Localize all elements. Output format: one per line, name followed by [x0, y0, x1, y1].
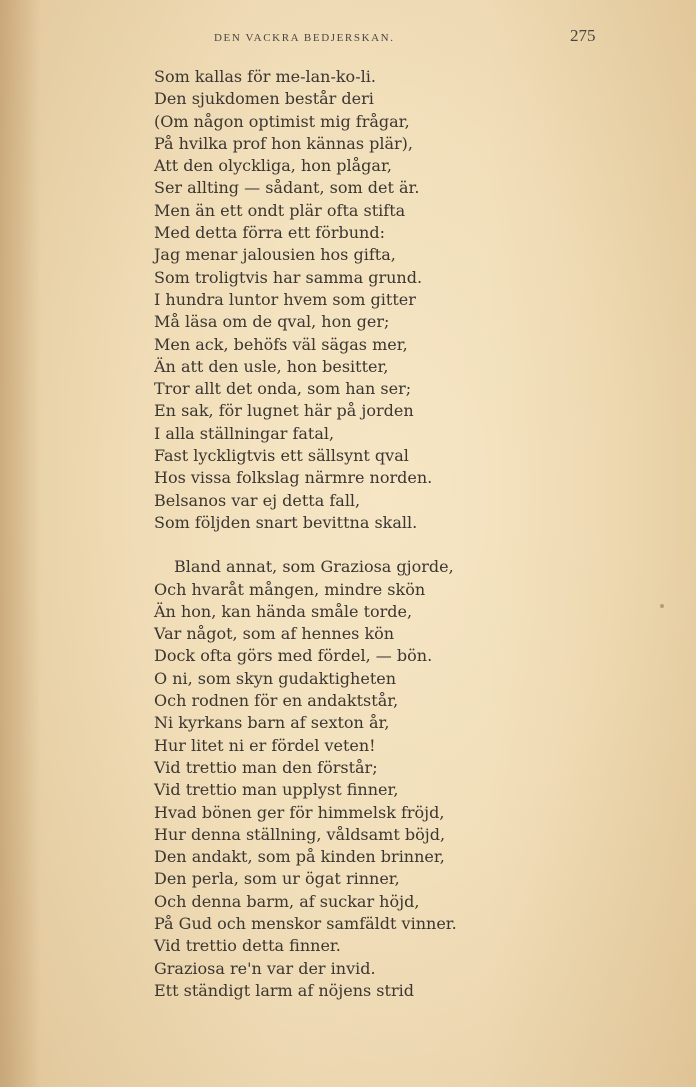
page-number: 275: [570, 26, 596, 45]
poem-line: Än hon, kan hända småle torde,: [154, 601, 413, 621]
poem-text: [154, 66, 674, 1002]
poem-line: Hur litet ni er fördel veten!: [154, 735, 376, 755]
page-header: [0, 26, 696, 50]
poem-line: Må läsa om de qval, hon ger;: [154, 312, 390, 332]
poem-line: Och rodnen för en andaktstår,: [154, 691, 399, 711]
poem-line: Som följden snart bevittna skall.: [154, 512, 418, 532]
poem-line: Vid trettio man upplyst finner,: [154, 780, 399, 800]
stanza-1: [154, 66, 674, 534]
poem-line: En sak, för lugnet här på jorden: [154, 401, 414, 421]
poem-line: Jag menar jalousien hos gifta,: [154, 245, 396, 265]
poem-line: Med detta förra ett förbund:: [154, 223, 385, 243]
poem-line: Men ack, behöfs väl sägas mer,: [154, 334, 408, 354]
poem-line: Hvad bönen ger för himmelsk fröjd,: [154, 802, 445, 822]
poem-line: Men än ett ondt plär ofta stifta: [154, 200, 406, 220]
poem-line: Belsanos var ej detta fall,: [154, 490, 361, 510]
poem-line: Att den olyckliga, hon plågar,: [154, 156, 392, 176]
poem-line: Som kallas för me-lan-ko-li.: [154, 67, 376, 86]
poem-line: Den perla, som ur ögat rinner,: [154, 869, 400, 889]
poem-line: Och denna barm, af suckar höjd,: [154, 891, 420, 911]
poem-line: I alla ställningar fatal,: [154, 423, 335, 443]
poem-line: Den andakt, som på kinden brinner,: [154, 847, 445, 867]
poem-line: Än att den usle, hon besitter,: [154, 356, 389, 376]
poem-line: Ni kyrkans barn af sexton år,: [154, 713, 390, 733]
poem-line: Fast lyckligtvis ett sällsynt qval: [154, 446, 409, 466]
poem-line: Bland annat, som Graziosa gjorde,: [174, 557, 454, 577]
poem-line: Vid trettio man den förstår;: [154, 757, 378, 777]
stanza-2: [154, 556, 674, 1002]
poem-line: Vid trettio detta finner.: [154, 936, 341, 956]
poem-line: O ni, som skyn gudaktigheten: [154, 668, 397, 688]
poem-line: Den sjukdomen består deri: [154, 89, 374, 109]
paper-speck: [660, 604, 664, 608]
poem-line: Graziosa re'n var der invid.: [154, 958, 376, 978]
poem-line: Ett ständigt larm af nöjens strid: [154, 980, 414, 1000]
poem-line: Och hvaråt mången, mindre skön: [154, 579, 426, 599]
poem-line: Dock ofta görs med fördel, — bön.: [154, 646, 433, 666]
poem-line: Ser allting — sådant, som det är.: [154, 178, 420, 198]
poem-line: (Om någon optimist mig frågar,: [154, 111, 410, 131]
poem-line: På Gud och menskor samfäldt vinner.: [154, 913, 457, 933]
running-title: DEN VACKRA BEDJERSKAN.: [214, 32, 395, 44]
stanza-gap: [154, 534, 674, 556]
poem-line: Som troligtvis har samma grund.: [154, 267, 423, 287]
poem-line: I hundra luntor hvem som gitter: [154, 289, 416, 309]
poem-line: Tror allt det onda, som han ser;: [154, 379, 412, 399]
poem-line: Hos vissa folkslag närmre norden.: [154, 468, 433, 488]
poem-line: Hur denna ställning, våldsamt böjd,: [154, 824, 446, 844]
poem-line: Var något, som af hennes kön: [154, 624, 395, 644]
poem-line: På hvilka prof hon kännas plär),: [154, 133, 413, 153]
